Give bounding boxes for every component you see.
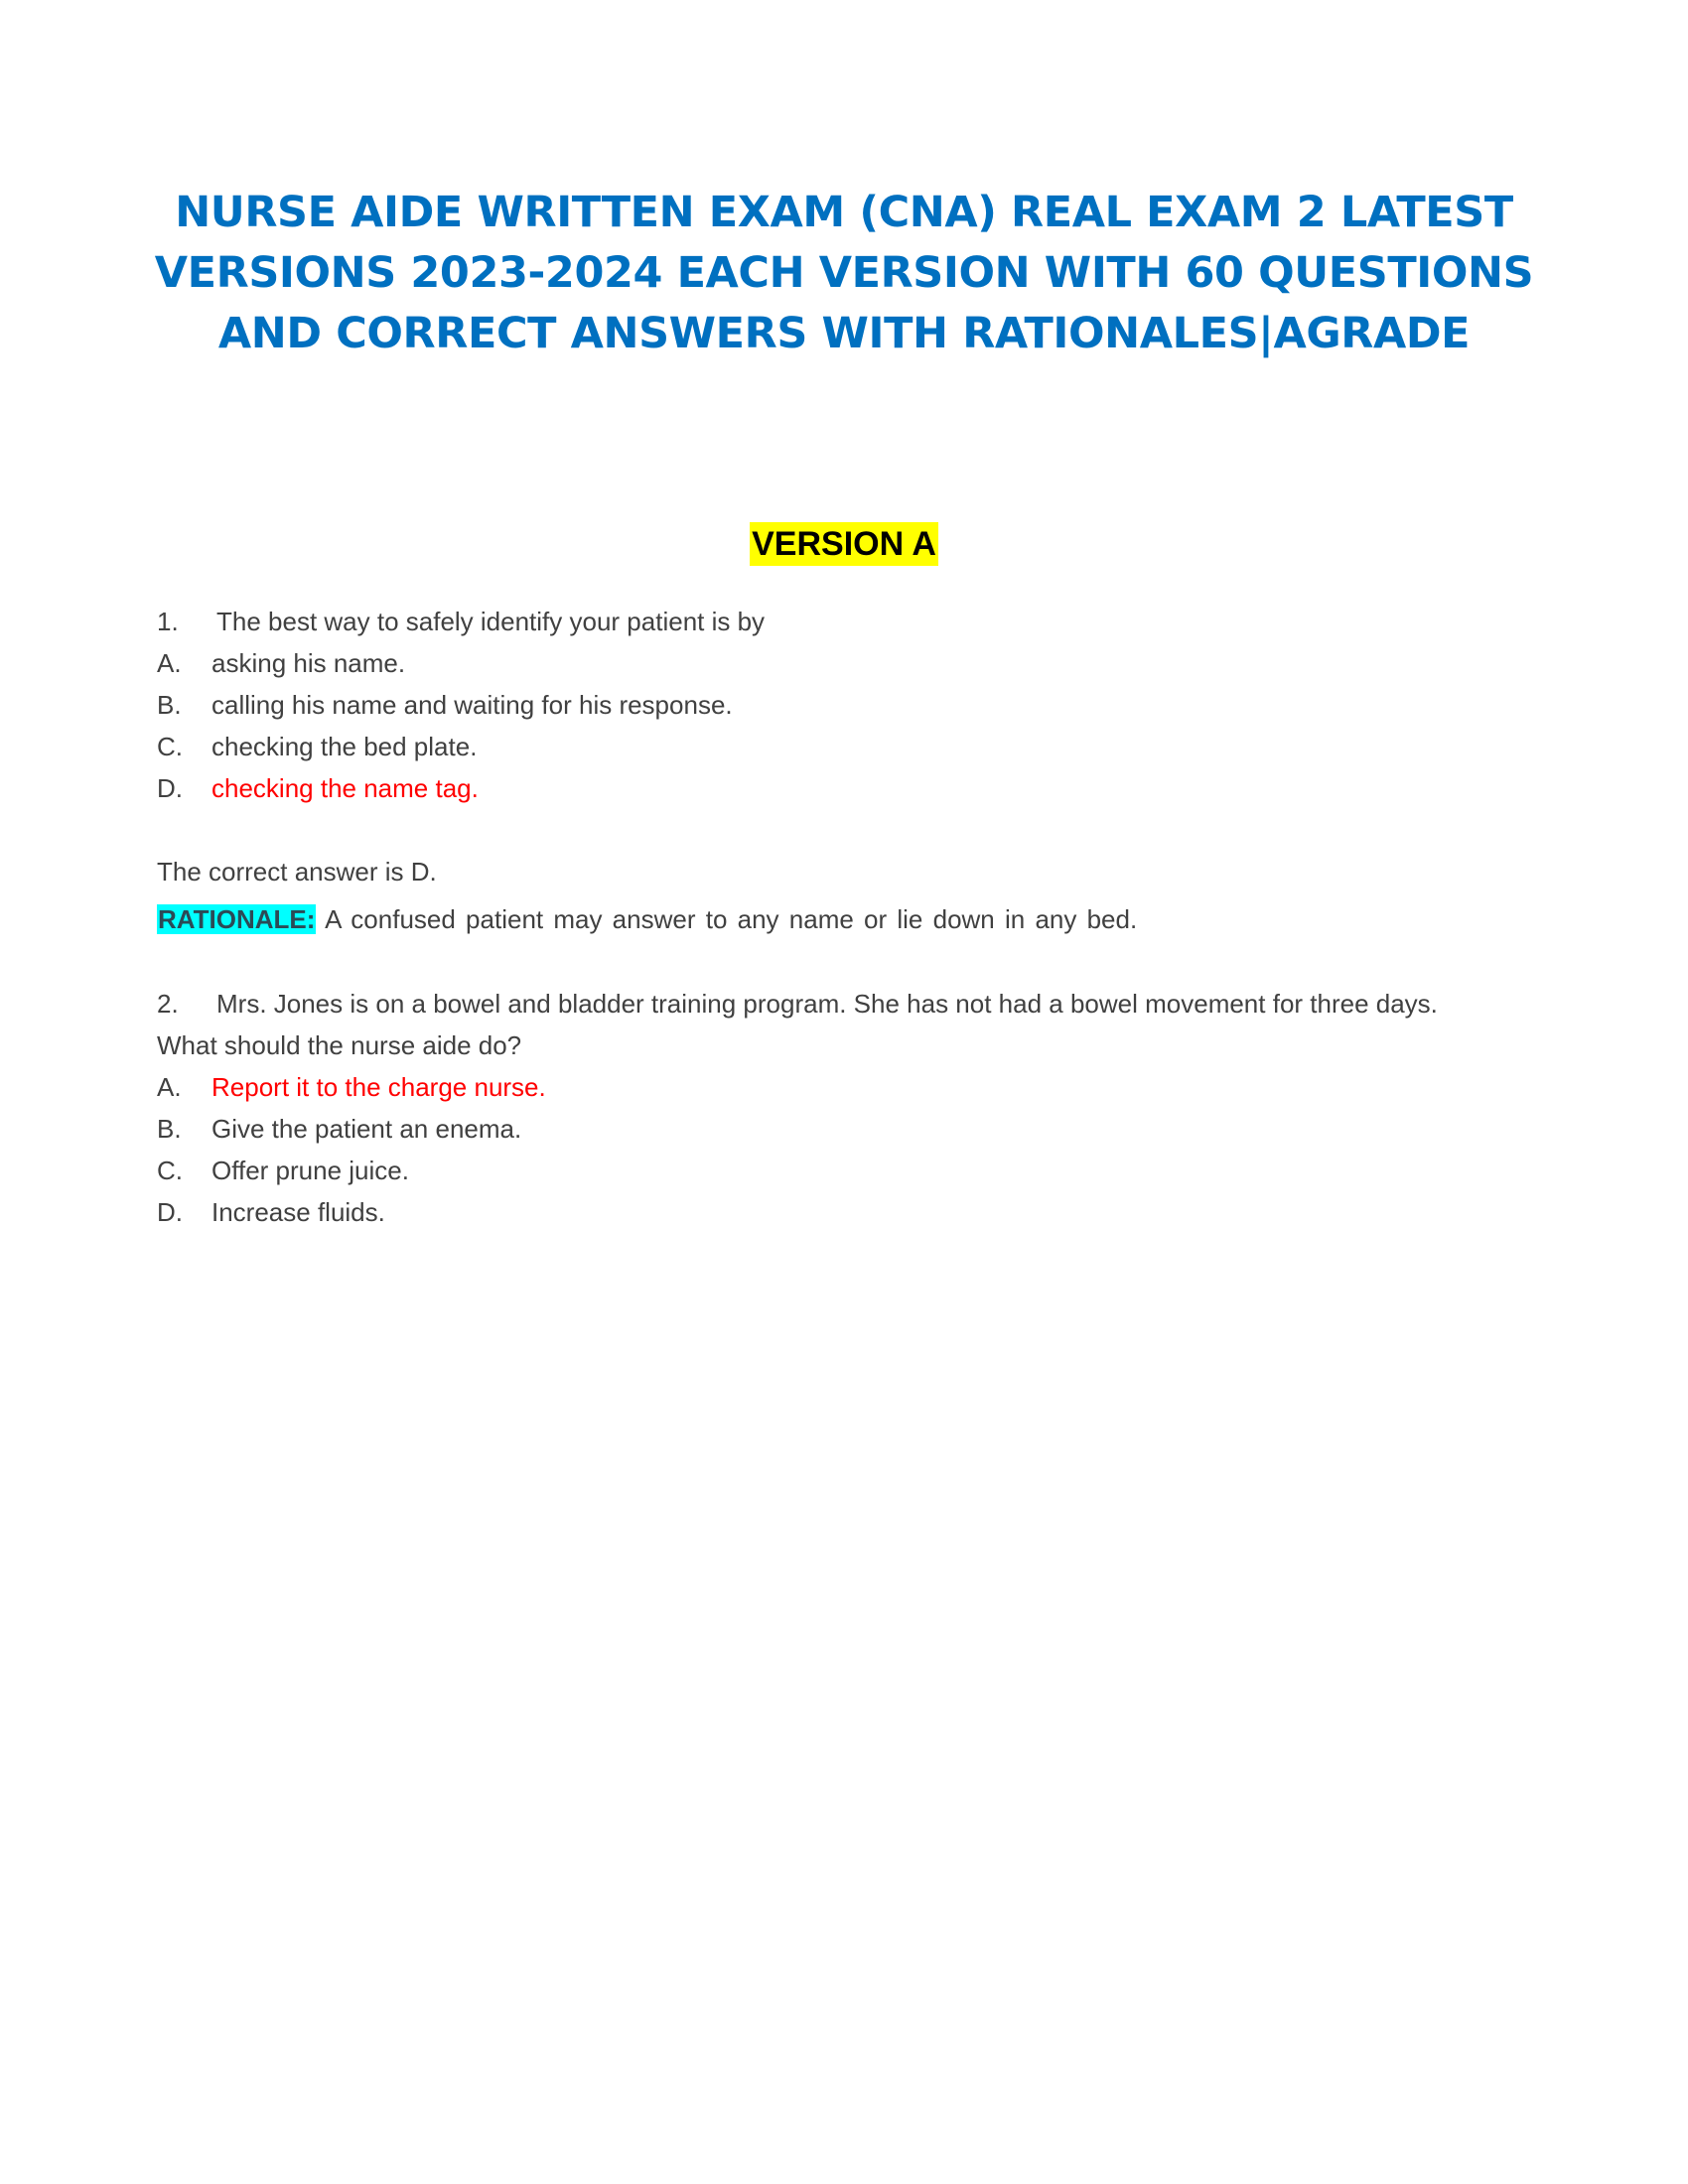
option-letter: D. [157, 1197, 183, 1227]
question-number: 1. [157, 607, 179, 636]
option-letter: C. [157, 732, 183, 761]
correct-answer-statement: The correct answer is D. [157, 857, 437, 887]
option-text: Offer prune juice. [211, 1156, 409, 1185]
correct-option-text: Report it to the charge nurse. [211, 1072, 546, 1102]
rationale-text: A confused patient may answer to any name or lie down in any bed. [316, 904, 1138, 934]
option-text: Give the patient an enema. [211, 1114, 522, 1144]
correct-option-text: checking the name tag. [211, 773, 479, 803]
option-text: Increase fluids. [211, 1197, 385, 1227]
question-text: Mrs. Jones is on a bowel and bladder training program. She has not had a bowel movement for three days. [216, 989, 1438, 1019]
option-text: checking the bed plate. [211, 732, 478, 761]
question-2-option-d [157, 1195, 385, 1229]
version-label: VERSION A [750, 522, 938, 566]
question-1-option-c [157, 730, 477, 763]
question-1-option-d [157, 771, 479, 805]
option-letter: C. [157, 1156, 183, 1185]
option-letter: A. [157, 1072, 182, 1102]
version-heading-container [0, 522, 1688, 566]
question-2-continued: What should the nurse aide do? [157, 1030, 522, 1060]
question-1-option-a [157, 646, 405, 680]
question-2 [157, 987, 1438, 1021]
question-number: 2. [157, 989, 179, 1019]
option-text: calling his name and waiting for his response. [211, 690, 733, 720]
option-text: asking his name. [211, 648, 406, 678]
rationale [157, 902, 1137, 936]
option-letter: B. [157, 690, 182, 720]
question-2-option-b [157, 1112, 521, 1146]
document-title: NURSE AIDE WRITTEN EXAM (CNA) REAL EXAM 2 LATEST VERSIONS 2023-2024 EACH VERSION WITH 60 QUESTIONS AND CORRECT ANSWERS WITH RATIONALES|AGRADE [154, 188, 1534, 358]
rationale-label: RATIONALE: [158, 904, 316, 934]
option-letter: D. [157, 773, 183, 803]
question-text: The best way to safely identify your patient is by [216, 607, 766, 636]
question-2-option-a [157, 1070, 546, 1104]
question-1-option-b [157, 688, 733, 722]
option-letter: A. [157, 648, 182, 678]
option-letter: B. [157, 1114, 182, 1144]
question-1 [157, 605, 765, 638]
question-2-option-c [157, 1154, 409, 1187]
